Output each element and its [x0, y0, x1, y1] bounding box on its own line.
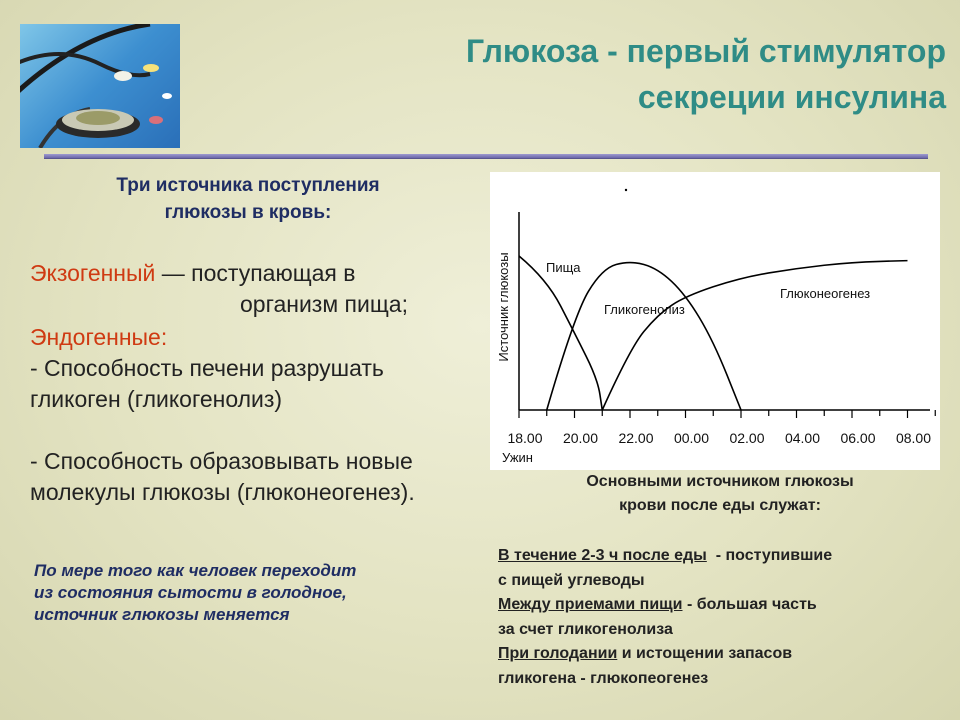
divider: [44, 154, 928, 158]
sources-heading: [62, 172, 434, 226]
endogenous-item1-line1: - Способность печени разрушать: [30, 355, 384, 381]
x-tick-label: 04.00: [784, 430, 821, 446]
endogenous-title: Эндогенные:: [30, 324, 168, 350]
caption-line-2: крови после еды служат:: [619, 497, 821, 514]
x-tick-label: 00.00: [673, 430, 710, 446]
fact1-line2: с пищей углеводы: [498, 571, 645, 589]
x-tick-label: 06.00: [840, 430, 876, 446]
fact1-term: В течение 2-3 ч после еды: [498, 547, 707, 564]
series-line-1: [519, 256, 602, 410]
series-label-1: Пища: [546, 260, 581, 275]
endogenous-block: [30, 322, 480, 415]
title-line-1: Глюкоза - первый стимулятор: [466, 33, 946, 69]
exogenous-desc-1: — поступающая в: [155, 260, 356, 286]
series-line-3: [602, 261, 907, 410]
fact3-line2: гликогена - глюкопеогенез: [498, 669, 709, 687]
x-tick-label: 02.00: [729, 430, 765, 446]
endogenous-item2: [30, 446, 490, 508]
exogenous-desc-2: организм пища;: [240, 291, 408, 317]
y-axis-label: Источник глюкозы: [496, 252, 511, 362]
x-tick-label: 22.00: [618, 430, 654, 446]
chart-caption: [520, 470, 920, 518]
chart-dot: [625, 189, 627, 191]
title-line-2: секреции инсулина: [637, 79, 946, 115]
endogenous-item1-line2: гликоген (гликогенолиз): [30, 386, 283, 412]
x-axis-label: Ужин: [502, 450, 533, 465]
note-line-3: источник глюкозы меняется: [34, 605, 290, 624]
fact2-line2: за счет гликогенолиза: [498, 620, 673, 638]
stethoscope-image: [20, 24, 180, 148]
note-line-1: По мере того как человек переходит: [34, 561, 357, 580]
glucose-source-chart: [490, 172, 940, 470]
chart-svg: [490, 172, 940, 470]
exogenous-term: Экзогенный: [30, 260, 156, 286]
note: [34, 560, 454, 626]
fact2-rest: - большая часть: [682, 596, 817, 613]
fact2-term: Между приемами пищи: [498, 596, 683, 613]
exogenous-block: [30, 258, 480, 320]
endogenous-item2-line1: - Способность образовывать новые: [30, 448, 413, 474]
page-title: [286, 28, 946, 120]
fact3-rest: и истощении запасов: [617, 645, 793, 662]
note-line-2: из состояния сытости в голодное,: [34, 583, 347, 602]
caption-line-1: Основными источником глюкозы: [586, 473, 854, 490]
series-label-2: Гликогенолиз: [604, 302, 685, 317]
x-tick-label: 20.00: [562, 430, 599, 446]
facts-list: [498, 544, 928, 691]
sources-heading-line-1: Три источника поступления: [116, 175, 380, 196]
endogenous-item2-line2: молекулы глюкозы (глюконеогенез).: [30, 479, 415, 505]
fact1-rest: - поступившие: [706, 547, 833, 564]
series-label-3: Глюконеогенез: [780, 286, 871, 301]
x-tick-label: 18.00: [507, 430, 543, 446]
fact3-term: При голодании: [498, 645, 618, 662]
sources-heading-line-2: глюкозы в кровь:: [164, 202, 332, 223]
x-tick-label: 08.00: [895, 430, 932, 446]
